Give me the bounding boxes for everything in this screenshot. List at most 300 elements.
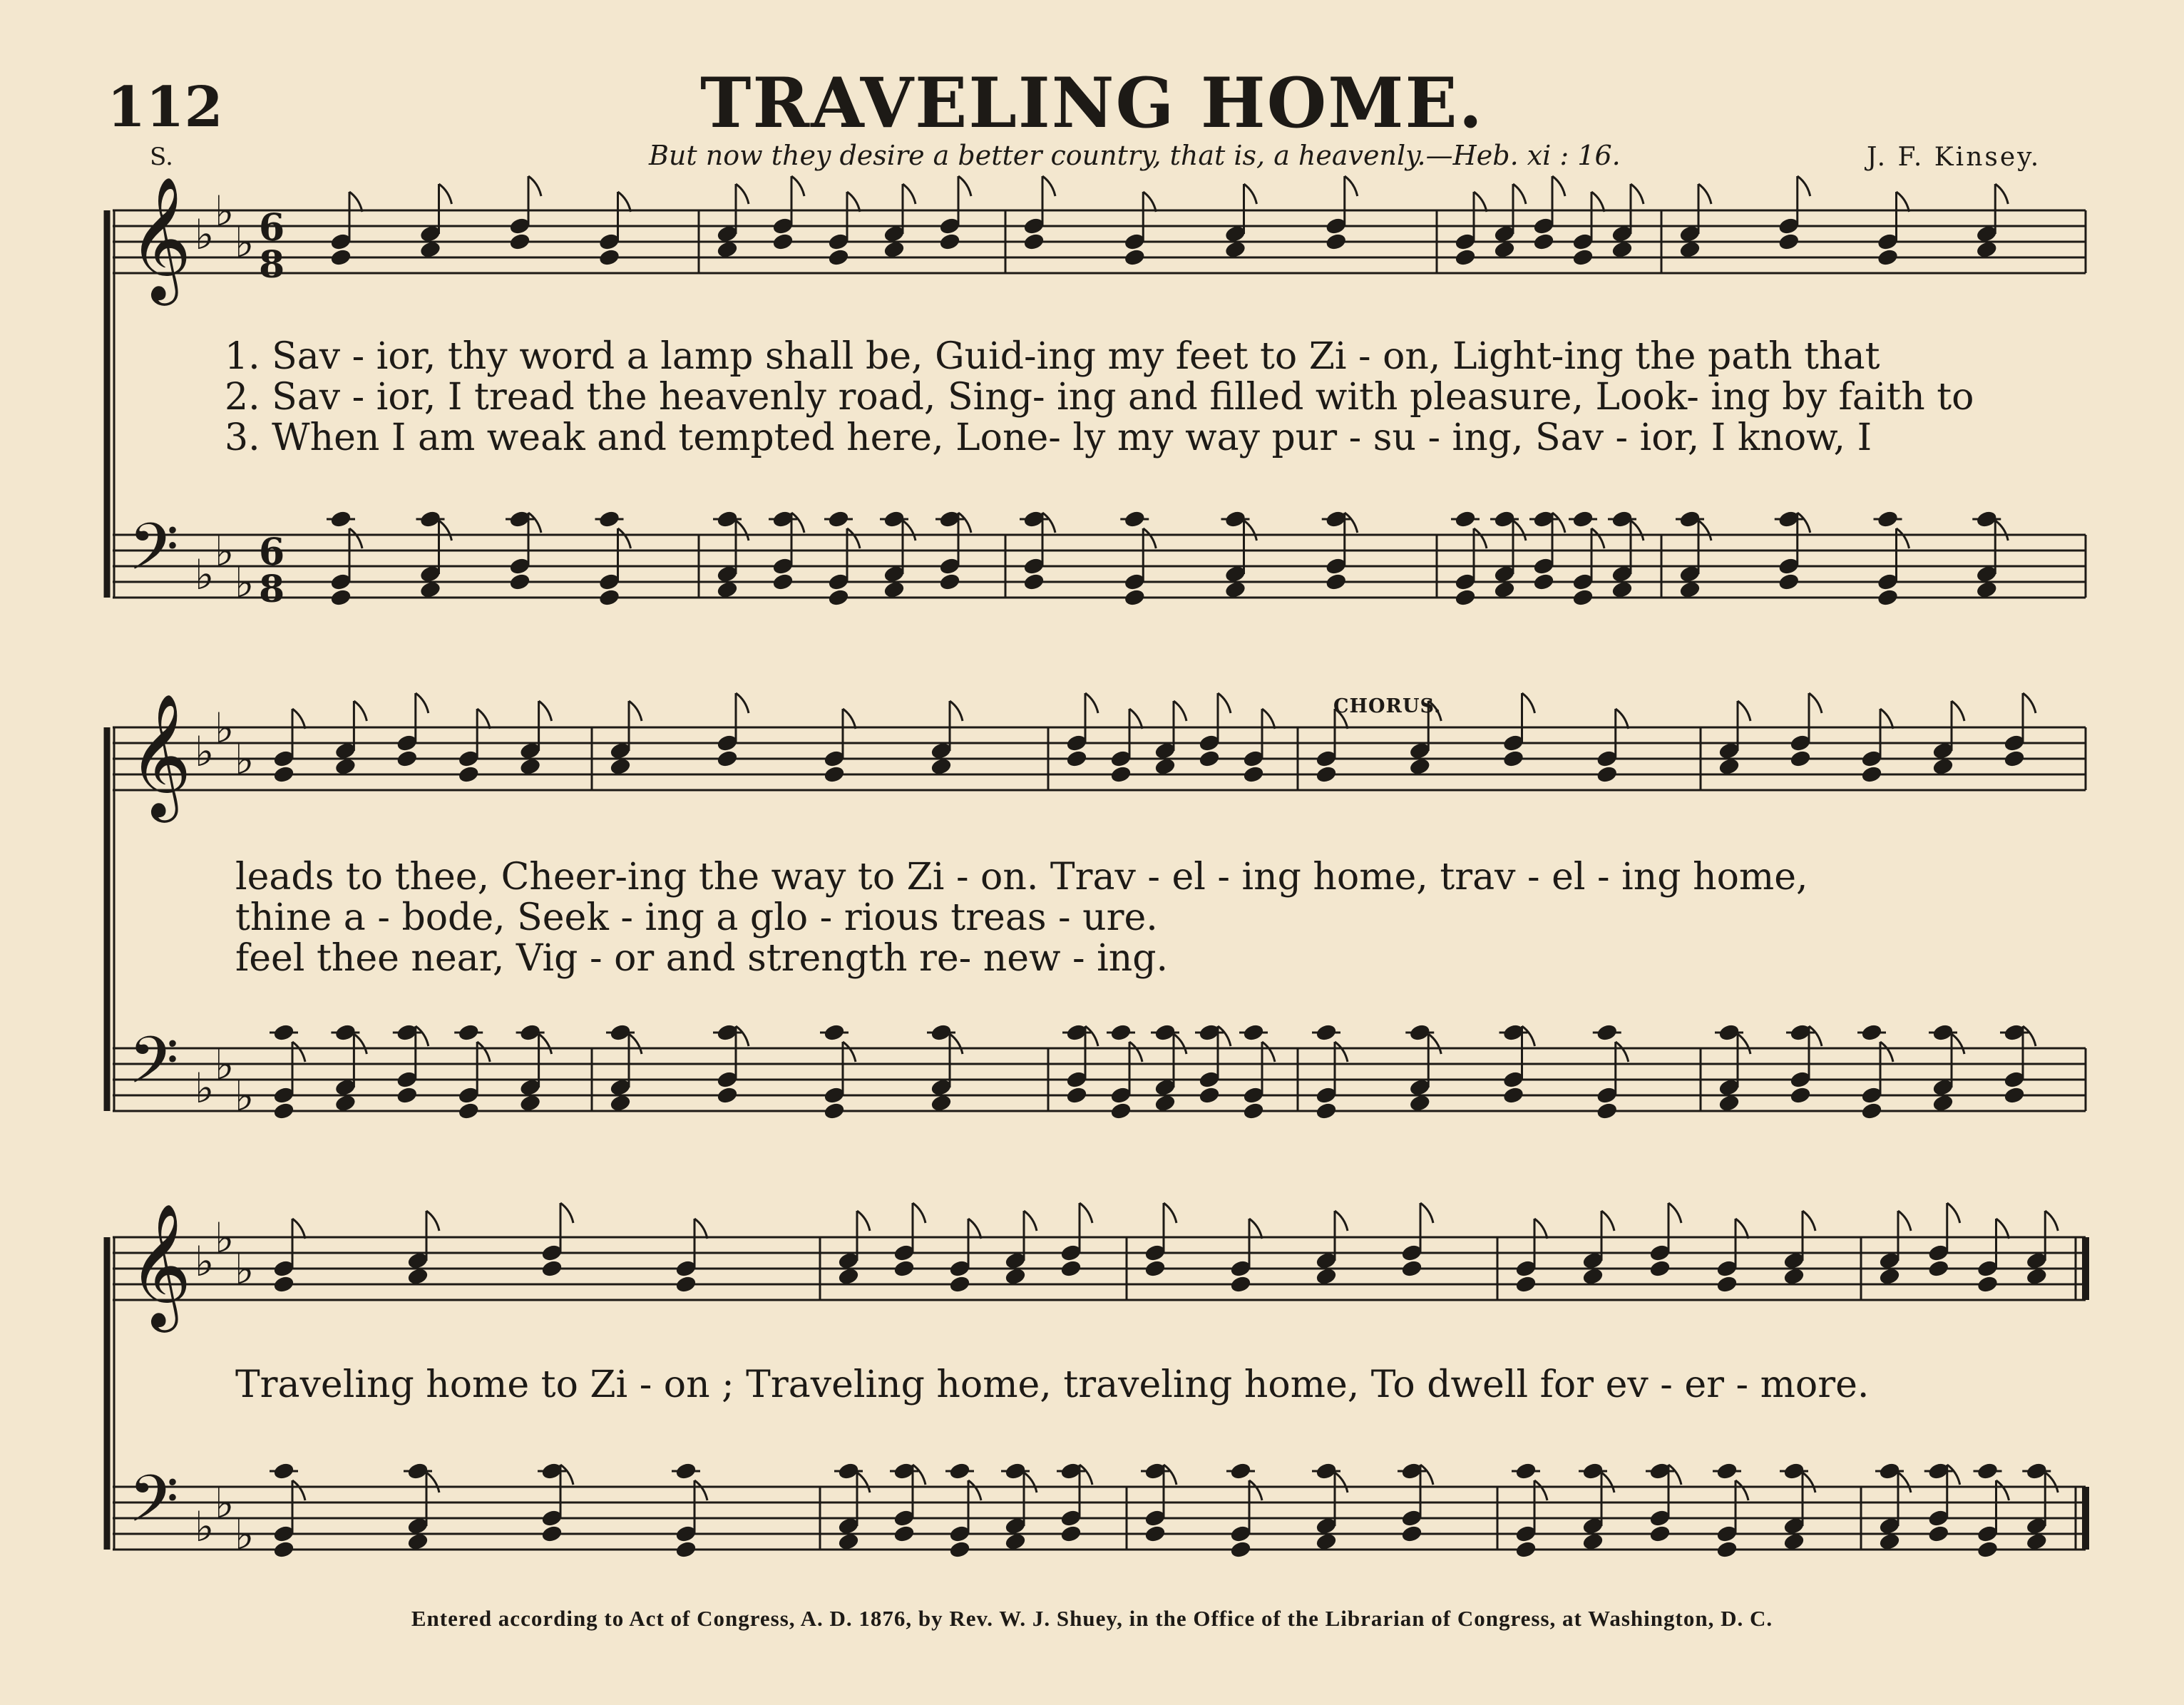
note-flag [694,1219,707,1239]
note-head [1778,573,1800,591]
note-flag [843,709,856,729]
note-flag [439,521,452,541]
note-flag [857,1473,870,1492]
note-flag [950,1034,963,1054]
note-head [1409,1094,1431,1112]
note-flag [1952,701,1964,721]
note-flag [1738,701,1750,721]
flat-icon: ♭ [195,1502,215,1551]
note-flag [1218,693,1231,713]
note-flag [2023,693,2036,713]
note-flag [1952,1034,1964,1054]
note-flag [1513,184,1526,204]
note-head [824,1102,846,1120]
note-head [717,749,739,768]
note-flag [1668,1465,1681,1485]
note-flag [958,176,971,196]
flat-icon: ♭ [215,704,235,752]
note-head [949,1275,971,1294]
note-head [1230,1275,1252,1294]
note-head [1718,1094,1740,1112]
note-flag [1345,176,1358,196]
note-flag [1698,521,1711,541]
note-flag [736,521,749,541]
note-flag [736,184,749,204]
note-head [1582,1267,1604,1286]
note-flag [1631,184,1644,204]
note-flag [1947,1203,1960,1223]
note-flag [1803,1211,1815,1231]
time-signature-top: 6 [259,531,285,574]
note-flag [1244,184,1257,204]
note-head [1533,232,1555,251]
note-flag [1698,184,1711,204]
note-flag [1898,1473,1911,1492]
note-head [330,248,352,267]
note-flag [1996,1480,2009,1500]
note-flag [1591,192,1604,212]
time-signature-top: 6 [259,206,285,250]
note-flag [1591,528,1604,548]
note-flag [2045,1473,2058,1492]
meter-mark: S. [150,143,173,171]
note-head [1572,588,1594,607]
note-head [939,232,961,251]
note-flag [903,521,916,541]
note-flag [791,513,804,533]
flat-icon: ♭ [235,218,255,267]
note-head [838,1532,860,1551]
note-flag [1085,693,1098,713]
note-flag [1522,693,1535,713]
note-flag [1042,513,1055,533]
note-flag [439,184,452,204]
note-flag [1335,1042,1348,1062]
note-head [396,1086,419,1105]
note-flag [968,1219,981,1239]
note-head [717,1086,739,1105]
note-flag [847,192,860,212]
note-flag [791,176,804,196]
note-flag [1522,1026,1535,1046]
note-head [1325,232,1347,251]
flat-icon: ♭ [215,187,235,235]
note-flag [1335,1473,1348,1492]
note-flag [528,176,541,196]
note-flag [1513,521,1526,541]
note-flag [1143,528,1156,548]
note-head [2004,1086,2026,1105]
note-head [1861,765,1883,784]
note-head [717,580,739,599]
note-flag [1085,1026,1098,1046]
note-head [1455,248,1477,267]
note-flag [913,1465,926,1485]
note-head [1005,1267,1027,1286]
hymn-title: TRAVELING HOME. [699,63,1485,143]
note-flag [354,701,366,721]
note-head [1877,248,1899,267]
flat-icon: ♭ [235,558,255,607]
note-flag [968,1480,981,1500]
note-flag [1420,1203,1433,1223]
note-head [598,588,620,607]
treble-clef-icon: 𝄞 [128,176,192,301]
note-flag [1164,1203,1176,1223]
note-head [2026,1532,2048,1551]
note-flag [1042,176,1055,196]
flat-icon: ♭ [215,1040,235,1089]
chorus-label: CHORUS. [1333,695,1442,717]
note-head [610,757,632,776]
flat-icon: ♭ [195,551,215,599]
note-head [1572,248,1594,267]
note-head [1977,1540,1999,1559]
note-head [396,749,419,768]
treble-clef-icon: 𝄞 [128,1203,192,1328]
note-flag [1995,184,2008,204]
note-flag [1244,521,1257,541]
note-flag [477,1042,490,1062]
note-flag [528,513,541,533]
note-head [1716,1540,1738,1559]
note-head [939,573,961,591]
note-head [1199,749,1221,768]
note-flag [1616,1042,1629,1062]
lyric-line-s1-verse3: 3. When I am weak and tempted here, Lone- ly my way pur - su - ing, Sav - ior, I know, I [225,416,1872,459]
note-head [519,1094,541,1112]
note-flag [1428,1034,1441,1054]
note-head [675,1275,697,1294]
flat-icon: ♭ [215,1479,235,1527]
note-flag [1798,176,1810,196]
note-flag [1262,1042,1275,1062]
note-flag [1174,701,1186,721]
note-head [1401,1259,1423,1278]
note-head [1977,1275,1999,1294]
note-head [273,1275,295,1294]
note-flag [1474,192,1487,212]
note-head [1023,573,1045,591]
note-head [419,580,441,599]
note-flag [1897,192,1909,212]
note-head [1611,240,1634,259]
note-flag [1345,513,1358,533]
flat-icon: ♭ [195,1237,215,1286]
note-head [838,1267,860,1286]
note-flag [1880,709,1893,729]
note-head [1455,588,1477,607]
note-head [1927,1525,1949,1543]
note-head [675,1540,697,1559]
note-head [893,1525,916,1543]
note-head [1316,765,1338,784]
note-flag [1129,709,1142,729]
note-flag [1880,1042,1893,1062]
note-head [949,1540,971,1559]
note-head [1596,765,1618,784]
note-head [1005,1532,1027,1551]
note-flag [292,1219,305,1239]
note-head [2004,749,2026,768]
note-head [1316,1102,1338,1120]
note-flag [903,184,916,204]
note-head [1224,240,1246,259]
note-head [458,1102,480,1120]
note-flag [349,528,362,548]
note-flag [1143,192,1156,212]
note-flag [1736,1219,1748,1239]
copyright-notice: Entered according to Act of Congress, A. D. 1876, by Rev. W. J. Shuey, in the Office of the Librarian of Congress, at Washington, D. C. [411,1606,1773,1631]
note-head [1783,1267,1805,1286]
note-flag [1809,1026,1822,1046]
note-flag [560,1203,573,1223]
note-flag [618,192,631,212]
flat-icon: ♭ [195,210,215,259]
note-flag [847,528,860,548]
note-head [930,757,953,776]
flat-icon: ♭ [195,727,215,776]
note-flag [1738,1034,1750,1054]
note-flag [1024,1473,1037,1492]
note-flag [1249,1219,1262,1239]
note-flag [477,709,490,729]
note-head [509,573,531,591]
note-head [1879,1532,1901,1551]
note-head [1316,1532,1338,1551]
note-flag [1249,1480,1262,1500]
note-head [1154,757,1176,776]
note-flag [1803,1473,1815,1492]
note-head [1932,1094,1954,1112]
note-head [1401,1525,1423,1543]
note-head [883,240,906,259]
page-number: 112 [107,75,223,140]
note-head [893,1259,916,1278]
note-head [273,1540,295,1559]
note-head [273,1102,295,1120]
note-head [1879,1267,1901,1286]
note-head [1154,1094,1176,1112]
note-head [273,765,295,784]
note-head [1230,1540,1252,1559]
note-head [1325,573,1347,591]
time-signature-bottom: 8 [259,568,285,611]
note-head [828,248,850,267]
note-head [1515,1275,1537,1294]
note-head [598,248,620,267]
note-flag [354,1034,366,1054]
note-head [1976,240,1998,259]
note-flag [2023,1026,2036,1046]
flat-icon: ♭ [235,1072,255,1120]
note-head [407,1532,429,1551]
note-head [2026,1267,2048,1286]
note-flag [1080,1203,1092,1223]
note-head [1679,580,1701,599]
note-head [1494,580,1516,599]
note-flag [426,1211,439,1231]
note-flag [1474,528,1487,548]
note-flag [1552,176,1565,196]
note-flag [1164,1465,1176,1485]
note-head [828,588,850,607]
note-flag [1898,1211,1911,1231]
note-flag [1024,1211,1037,1231]
note-flag [1809,693,1822,713]
note-flag [1996,1219,2009,1239]
note-flag [629,1034,642,1054]
lyric-line-s2-verse1: leads to thee, Cheer-ing the way to Zi - on. Trav - el - ing home, trav - el - ing home, [235,856,1808,898]
note-flag [1668,1203,1681,1223]
note-head [1502,1086,1524,1105]
note-head [1778,232,1800,251]
note-head [1716,1275,1738,1294]
time-signature-bottom: 8 [259,243,285,287]
lyric-line-s2-verse3: feel thee near, Vig - or and strength re- new - ing. [235,937,1169,980]
flat-icon: ♭ [195,1064,215,1112]
note-flag [539,701,552,721]
note-head [1679,240,1701,259]
note-head [1783,1532,1805,1551]
note-head [717,240,739,259]
note-head [824,765,846,784]
note-head [1124,248,1146,267]
note-head [458,765,480,784]
bass-clef-icon: 𝄢 [128,1461,179,1552]
note-head [1877,588,1899,607]
note-flag [618,528,631,548]
note-head [330,588,352,607]
note-flag [426,1473,439,1492]
note-head [1243,765,1265,784]
note-flag [1218,1026,1231,1046]
note-flag [1897,528,1909,548]
note-flag [1534,1219,1547,1239]
note-head [1927,1259,1949,1278]
note-flag [1631,521,1644,541]
note-head [1976,580,1998,599]
note-flag [1995,521,2008,541]
note-head [1124,588,1146,607]
note-head [883,580,906,599]
note-head [930,1094,953,1112]
note-head [1932,757,1954,776]
note-head [1110,765,1132,784]
note-flag [2045,1211,2058,1231]
note-head [1316,1267,1338,1286]
note-head [1023,232,1045,251]
note-head [334,1094,357,1112]
note-flag [560,1465,573,1485]
note-head [541,1259,563,1278]
composer-credit: J. F. Kinsey. [1867,143,2041,172]
flat-icon: ♭ [215,1214,235,1262]
note-flag [1736,1480,1748,1500]
note-head [1502,749,1524,768]
lyric-line-s1-verse2: 2. Sav - ior, I tread the heavenly road, Sing- ing and filled with pleasure, Look- ing by faith to [225,376,1974,419]
note-head [1110,1102,1132,1120]
flat-icon: ♭ [235,1510,255,1559]
note-head [1790,749,1812,768]
note-head [1718,757,1740,776]
note-head [1144,1259,1167,1278]
note-flag [1174,1034,1186,1054]
note-flag [1080,1465,1092,1485]
bass-clef-icon: 𝄢 [128,1023,179,1114]
note-head [419,240,441,259]
note-flag [958,513,971,533]
scripture-epigraph: But now they desire a better country, that is, a heavenly.—Heb. xi : 16. [649,140,1621,171]
note-flag [539,1034,552,1054]
note-head [334,757,357,776]
note-flag [736,1026,749,1046]
note-head [1596,1102,1618,1120]
lyric-line-s2-verse2: thine a - bode, Seek - ing a glo - rious treas - ure. [235,896,1158,939]
note-flag [416,1026,429,1046]
note-head [1060,1259,1082,1278]
note-flag [1552,513,1565,533]
note-flag [1616,709,1629,729]
note-head [772,232,794,251]
note-flag [1335,1211,1348,1231]
note-flag [913,1203,926,1223]
note-flag [349,192,362,212]
note-head [1533,573,1555,591]
note-head [1861,1102,1883,1120]
note-head [1649,1259,1671,1278]
note-head [610,1094,632,1112]
note-head [1790,1086,1812,1105]
treble-clef-icon: 𝄞 [128,693,192,818]
note-head [1611,580,1634,599]
lyric-line-s3-chorus: Traveling home to Zi - on ; Traveling home, traveling home, To dwell for ev - er - more. [235,1363,1870,1406]
note-head [1060,1525,1082,1543]
note-flag [950,701,963,721]
flat-icon: ♭ [215,527,235,575]
note-head [1066,749,1088,768]
bass-clef-icon: 𝄢 [128,509,179,600]
note-flag [629,701,642,721]
note-head [509,232,531,251]
note-flag [1798,513,1810,533]
note-flag [292,709,305,729]
note-flag [1601,1211,1614,1231]
note-flag [843,1042,856,1062]
note-flag [1262,709,1275,729]
note-flag [292,1042,305,1062]
flat-icon: ♭ [235,735,255,784]
note-flag [857,1211,870,1231]
note-head [1066,1086,1088,1105]
note-head [1224,580,1246,599]
note-head [1515,1540,1537,1559]
note-flag [736,693,749,713]
note-flag [1947,1465,1960,1485]
note-head [541,1525,563,1543]
note-head [407,1267,429,1286]
note-flag [292,1480,305,1500]
note-head [1582,1532,1604,1551]
note-head [1199,1086,1221,1105]
note-head [1409,757,1431,776]
note-head [1243,1102,1265,1120]
note-flag [1420,1465,1433,1485]
note-head [519,757,541,776]
lyric-line-s1-verse1: 1. Sav - ior, thy word a lamp shall be, Guid-ing my feet to Zi - on, Light-ing the path that [225,335,1880,378]
note-head [1649,1525,1671,1543]
note-head [1144,1525,1167,1543]
